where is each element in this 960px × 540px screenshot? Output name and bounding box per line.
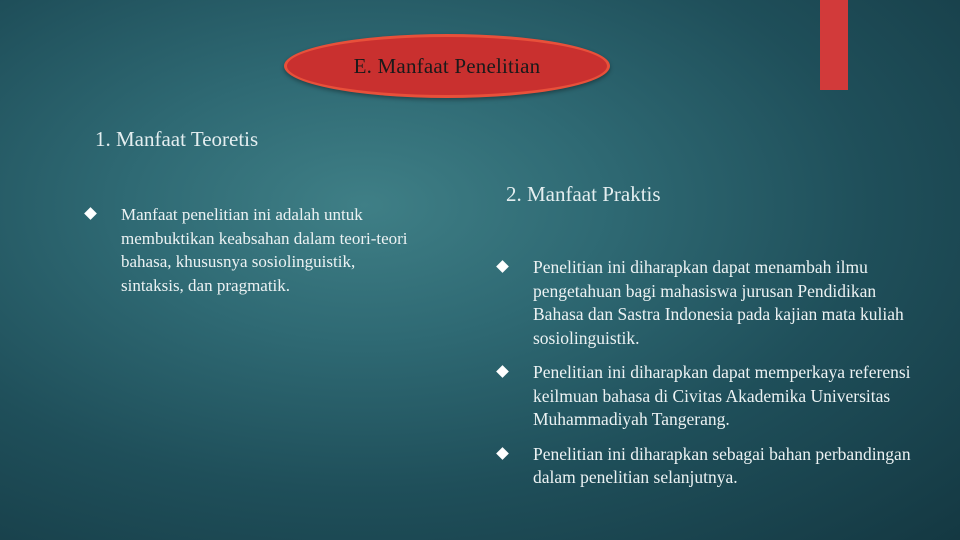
list-item-text: Penelitian ini diharapkan dapat memperkaya referensi keilmuan bahasa di Civitas Akademika Universitas Muhammadiyah Tangerang. [533,362,911,429]
list-item [498,361,913,432]
list-item [86,203,416,297]
diamond-bullet-icon [84,207,97,220]
theoretical-heading: 1. Manfaat Teoretis [95,127,259,151]
decorative-red-bar [820,0,848,90]
list-item-text: Penelitian ini diharapkan dapat menambah ilmu pengetahuan bagi mahasiswa jurusan Pendidikan Bahasa dan Sastra Indonesia pada kajian mata kuliah sosiolinguistik. [533,257,904,348]
practical-list [498,256,913,501]
list-item [498,443,913,490]
diamond-bullet-icon [496,260,509,273]
diamond-bullet-icon [496,365,509,378]
title-oval [284,34,610,98]
list-item-text: Manfaat penelitian ini adalah untuk membuktikan keabsahan dalam teori-teori bahasa, khususnya sosiolinguistik, sintaksis, dan pragmatik. [121,205,408,295]
list-item-text: Penelitian ini diharapkan sebagai bahan perbandingan dalam penelitian selanjutnya. [533,443,911,487]
slide-title: E. Manfaat Penelitian [353,53,541,78]
list-item [498,256,913,350]
theoretical-list [86,203,416,307]
diamond-bullet-icon [496,447,509,460]
practical-heading: 2. Manfaat Praktis [506,182,661,206]
